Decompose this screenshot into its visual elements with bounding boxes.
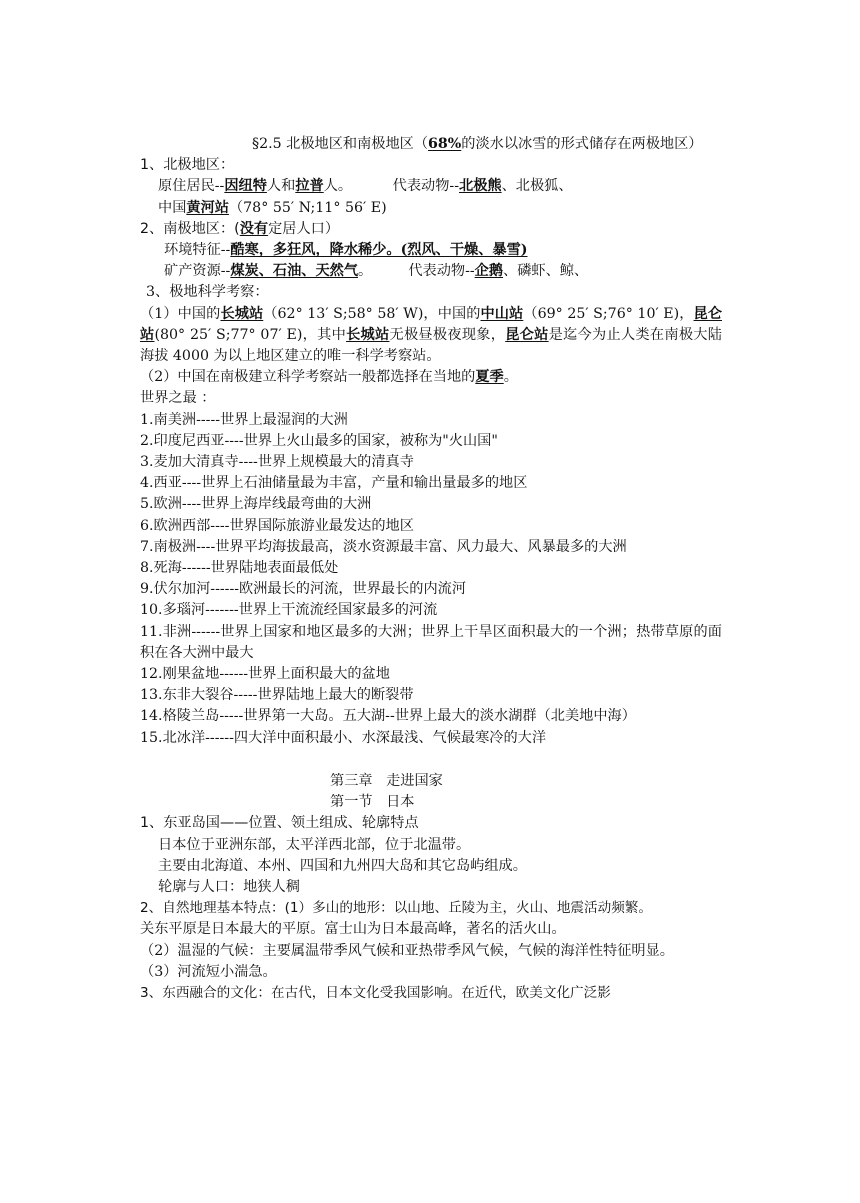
japan-point-1: 1、东亚岛国——位置、领土组成、轮廓特点 xyxy=(140,815,419,832)
world-best-item: 6.欧洲西部----世界国际旅游业最发达的地区 xyxy=(140,517,414,534)
japan-point-1a: 日本位于亚洲东部，太平洋西北部，位于北温带。 xyxy=(158,836,471,853)
world-best-item: 5.欧洲----世界上海岸线最弯曲的大洲 xyxy=(140,496,372,513)
polar-title: 3、极地科学考察： xyxy=(146,284,269,301)
world-best-item: 15.北冰洋------四大洋中面积最小、水深最浅、气候最寒冷的大洋 xyxy=(140,729,547,746)
japan-point-2a: 关东平原是日本最大的平原。富士山为日本最高峰，著名的活火山。 xyxy=(140,921,566,938)
japan-point-2c: （3）河流短小湍急。 xyxy=(140,963,277,980)
world-best-item: 14.格陵兰岛-----世界第一大岛。五大湖--世界上最大的淡水湖群（北美地中海） xyxy=(140,708,636,725)
world-best-item: 12.刚果盆地------世界上面积最大的盆地 xyxy=(140,666,390,683)
antarctic-title: 2、南极地区：(没有定居人口） xyxy=(140,220,340,237)
world-best-item: 10.多瑙河-------世界上干流流经国家最多的河流 xyxy=(140,602,438,619)
document-page xyxy=(140,134,722,1004)
chapter-title: 第三章 走进国家 xyxy=(330,772,443,789)
japan-point-2: 2、自然地理基本特点：(1）多山的地形：以山地、丘陵为主，火山、地震活动频繁。 xyxy=(140,900,652,917)
world-best-item: 11.非洲------世界上国家和地区最多的大洲；世界上干旱区面积最大的一个洲；热带草原的面积在各大洲中最大 xyxy=(140,623,722,661)
japan-point-2b: （2）温湿的气候：主要属温带季风气候和亚热带季风气候，气候的海洋性特征明显。 xyxy=(140,942,674,959)
arctic-line-2: 中国黄河站（78° 55′ N;11° 56′ E) xyxy=(158,199,387,216)
world-best-title: 世界之最 ： xyxy=(140,390,216,407)
world-best-item: 4.西亚----世界上石油储量最为丰富，产量和输出量最多的地区 xyxy=(140,475,528,492)
arctic-line-1: 原住居民--因纽特人和拉普人。 代表动物--北极熊、北极狐、 xyxy=(158,178,573,195)
japan-point-1b: 主要由北海道、本州、四国和九州四大岛和其它岛屿组成。 xyxy=(158,857,527,874)
japan-point-1c: 轮廓与人口：地狭人稠 xyxy=(158,878,300,895)
section-title: 第一节 日本 xyxy=(330,794,415,811)
world-best-item: 2.印度尼西亚----世界上火山最多的国家，被称为"火山国" xyxy=(140,432,498,449)
world-best-item: 1.南美洲-----世界上最湿润的大洲 xyxy=(140,411,348,428)
heading-suffix: 的淡水以冰雪的形式储存在两极地区） xyxy=(461,136,703,152)
world-best-item: 3.麦加大清真寺----世界上规模最大的清真寺 xyxy=(140,454,414,471)
world-best-item: 8.死海------世界陆地表面最低处 xyxy=(140,560,339,577)
world-best-item: 7.南极洲----世界平均海拔最高，淡水资源最丰富、风力最大、风暴最多的大洲 xyxy=(140,538,627,555)
blank-line xyxy=(140,749,722,771)
heading-percent: 68% xyxy=(428,136,462,152)
polar-paragraph-2: （2）中国在南极建立科学考察站一般都选择在当地的夏季。 xyxy=(140,369,518,386)
section-heading xyxy=(140,134,722,155)
world-best-item: 13.东非大裂谷-----世界陆地上最大的断裂带 xyxy=(140,687,414,704)
heading-text: §2.5 北极地区和南极地区（ xyxy=(252,136,429,152)
antarctic-environment: 环境特征--酷寒，多狂风，降水稀少。(烈风、干燥、暴雪) xyxy=(164,242,528,259)
antarctic-resources: 矿产资源--煤炭、石油、天然气。 代表动物--企鹅、磷虾、鲸、 xyxy=(164,263,589,280)
arctic-title: 1、北极地区： xyxy=(140,157,235,174)
polar-paragraph-1: （1）中国的长城站（62° 13′ S;58° 58′ W)，中国的中山站（69° 25′ S;76° 10′ E)，昆仑站(80° 25′ S;77° 07′ E)，其中长城站无极昼极夜现象，昆仑站是迄今为止人类在南极大陆海拔 4000 为以上地区建立的唯一科学考察站。 xyxy=(140,305,722,365)
japan-point-3: 3、东西融合的文化：在古代，日本文化受我国影响。在近代，欧美文化广泛影 xyxy=(140,984,611,1001)
world-best-item: 9.伏尔加河------欧洲最长的河流，世界最长的内流河 xyxy=(140,581,467,598)
